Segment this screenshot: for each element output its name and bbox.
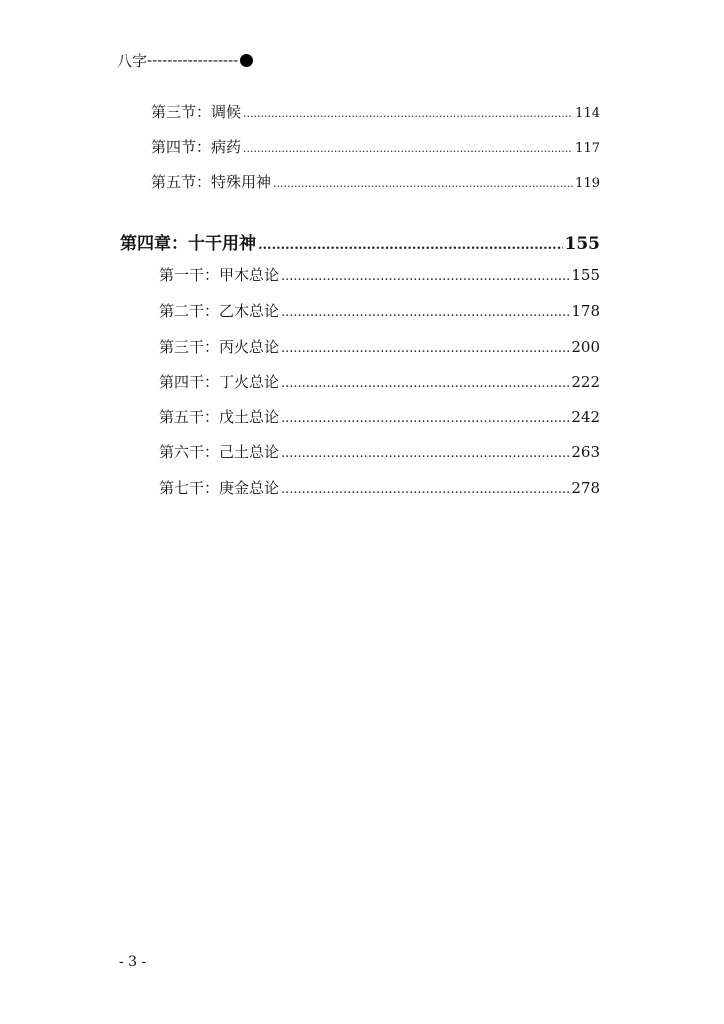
toc-entry-label: 第三节：调候 bbox=[151, 103, 242, 121]
toc-entry-label: 第五节：特殊用神 bbox=[151, 173, 272, 191]
chapter-page: 155 bbox=[564, 234, 600, 254]
toc-entry-stem bbox=[159, 371, 600, 392]
dot-leader bbox=[281, 411, 569, 426]
dot-leader bbox=[243, 142, 573, 155]
chapter-label: 第四章：十干用神 bbox=[120, 234, 256, 254]
toc-entry-stem bbox=[159, 336, 600, 357]
toc-entry-stem bbox=[159, 300, 600, 321]
toc-entry-label: 第五干：戊土总论 bbox=[159, 408, 280, 426]
toc-entry-label: 第七干：庚金总论 bbox=[159, 479, 280, 497]
toc-entry-chapter bbox=[120, 229, 600, 254]
dot-leader bbox=[281, 341, 569, 356]
dot-leader bbox=[243, 107, 573, 120]
dot-leader bbox=[258, 238, 563, 253]
toc-entry-page: 222 bbox=[571, 373, 600, 391]
toc-entry-page: 200 bbox=[571, 338, 600, 356]
dot-leader bbox=[281, 482, 569, 497]
toc-entry-page: 178 bbox=[571, 302, 600, 320]
toc-entry-stem bbox=[159, 264, 600, 285]
toc-entry-section bbox=[151, 136, 600, 157]
bullet-dot-icon bbox=[240, 54, 253, 67]
toc-entry-stem bbox=[159, 441, 600, 462]
page-number: - 3 - bbox=[119, 954, 147, 970]
running-header bbox=[117, 48, 253, 72]
dot-leader bbox=[281, 376, 569, 391]
toc-entry-label: 第四节：病药 bbox=[151, 138, 242, 156]
toc-entry-stem bbox=[159, 406, 600, 427]
toc-entry-section bbox=[151, 101, 600, 122]
toc-entry-label: 第三干：丙火总论 bbox=[159, 338, 280, 356]
dot-leader bbox=[281, 446, 569, 461]
dot-leader bbox=[273, 177, 573, 190]
toc-entry-label: 第一干：甲木总论 bbox=[159, 266, 280, 284]
toc-entry-label: 第四干：丁火总论 bbox=[159, 373, 280, 391]
toc-entry-stem bbox=[159, 477, 600, 498]
toc-entry-page: 114 bbox=[575, 106, 600, 121]
toc-entry-section bbox=[151, 171, 600, 192]
toc-entry-page: 242 bbox=[571, 408, 600, 426]
toc-entry-label: 第六干：己土总论 bbox=[159, 443, 280, 461]
dot-leader bbox=[281, 305, 569, 320]
toc-entry-page: 263 bbox=[571, 443, 600, 461]
toc-entry-page: 278 bbox=[571, 479, 600, 497]
dot-leader bbox=[281, 269, 569, 284]
toc-entry-page: 119 bbox=[575, 176, 600, 191]
toc-entry-page: 117 bbox=[575, 141, 600, 156]
header-dashes: ------------------ bbox=[147, 51, 239, 69]
header-title: 八字 bbox=[117, 51, 148, 70]
toc-entry-label: 第二干：乙木总论 bbox=[159, 302, 280, 320]
toc-entry-page: 155 bbox=[571, 266, 600, 284]
